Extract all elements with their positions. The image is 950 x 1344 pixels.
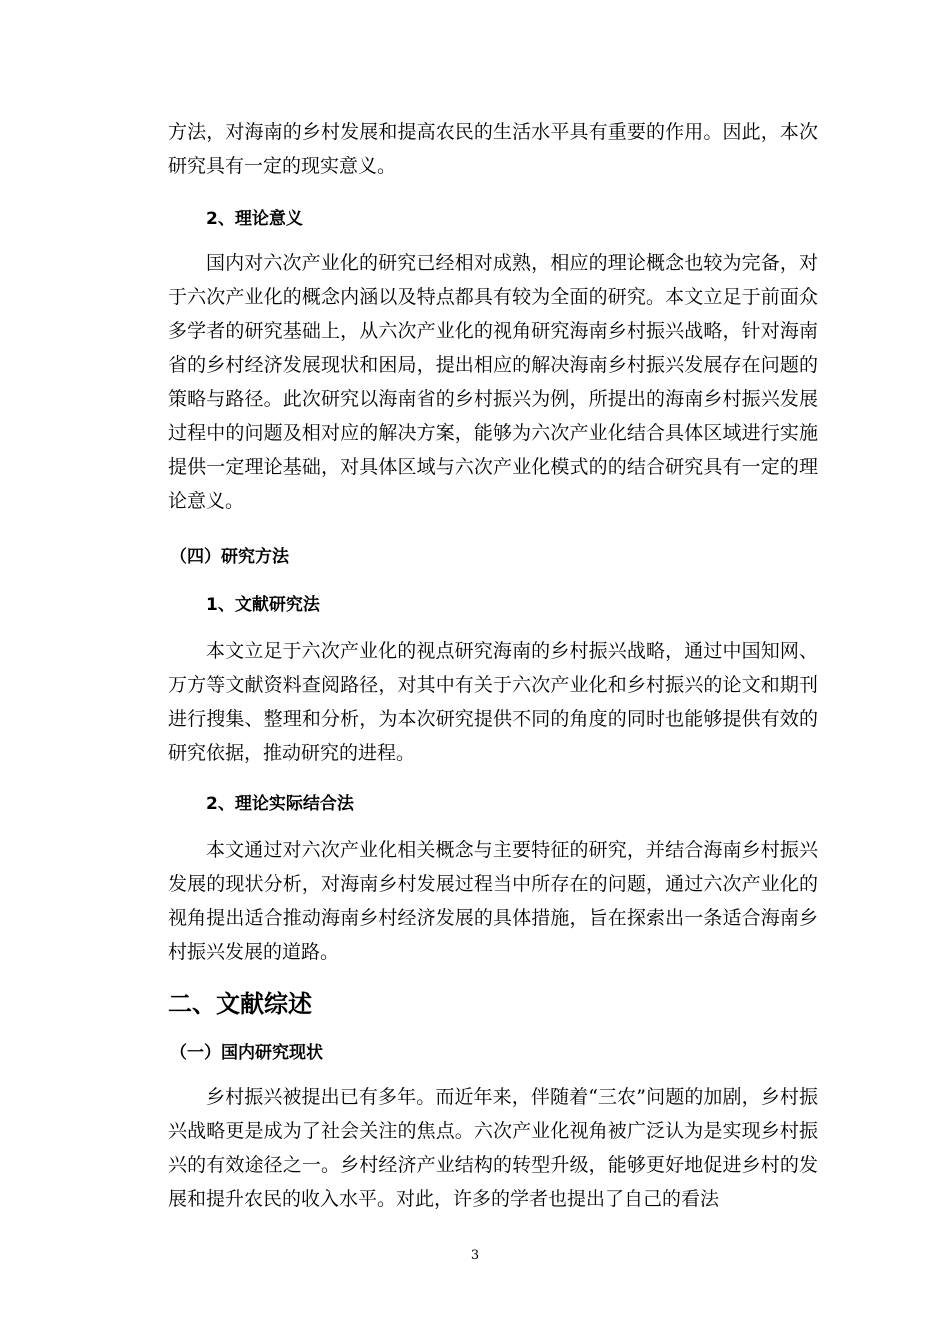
research-methods-heading: （四）研究方法: [170, 547, 289, 567]
intro-continuation-paragraph: 方法，对海南的乡村发展和提高农民的生活水平具有重要的作用。因此，本次研究具有一定的现实意义。: [168, 121, 818, 177]
literature-method-paragraph: 本文立足于六次产业化的视点研究海南的乡村振兴战略，通过中国知网、万方等文献资料查阅路径，对其中有关于六次产业化和乡村振兴的论文和期刊进行搜集、整理和分析，为本次研究提供不同的角度的同时也能够提供有效的研究依据，推动研究的进程。: [168, 640, 818, 764]
domestic-research-heading: （一）国内研究现状: [170, 1043, 323, 1063]
theory-significance-heading: 2、理论意义: [206, 209, 303, 229]
literature-method-heading: 1、文献研究法: [206, 595, 320, 615]
domestic-research-paragraph: 乡村振兴被提出已有多年。而近年来，伴随着“三农”问题的加剧，乡村振兴战略更是成为了社会关注的焦点。六次产业化视角被广泛认为是实现乡村振兴的有效途径之一。乡村经济产业结构的转型升级，能够更好地促进乡村的发展和提升农民的收入水平。对此，许多的学者也提出了自己的看法: [168, 1086, 818, 1210]
theory-practice-heading: 2、理论实际结合法: [206, 794, 354, 814]
theory-significance-paragraph: 国内对六次产业化的研究已经相对成熟，相应的理论概念也较为完备，对于六次产业化的概念内涵以及特点都具有较为全面的研究。本文立足于前面众多学者的研究基础上，从六次产业化的视角研究海南乡村振兴战略，针对海南省的乡村经济发展现状和困局，提出相应的解决海南乡村振兴发展存在问题的策略与路径。此次研究以海南省的乡村振兴为例，所提出的海南乡村振兴发展过程中的问题及相对应的解决方案，能够为六次产业化结合具体区域进行实施提供一定理论基础，对具体区域与六次产业化模式的的结合研究具有一定的理论意义。: [168, 252, 818, 512]
page-number: 3: [470, 1248, 480, 1263]
theory-practice-paragraph: 本文通过对六次产业化相关概念与主要特征的研究，并结合海南乡村振兴发展的现状分析，对海南乡村发展过程当中所存在的问题，通过六次产业化的视角提出适合推动海南乡村经济发展的具体措施，旨在探索出一条适合海南乡村振兴发展的道路。: [168, 839, 818, 963]
literature-review-chapter-heading: 二、文献综述: [168, 990, 312, 1018]
